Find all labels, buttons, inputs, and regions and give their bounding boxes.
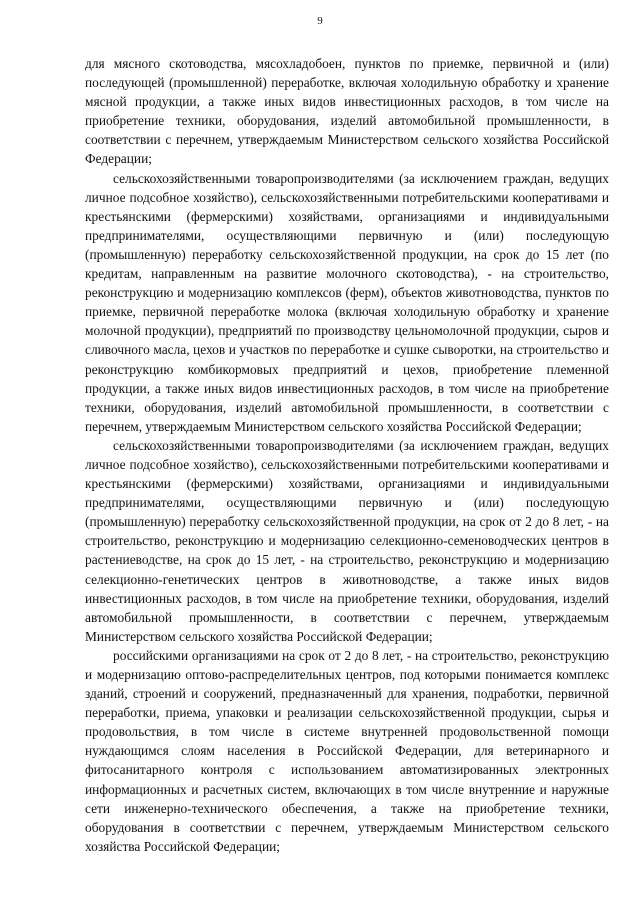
document-body xyxy=(85,54,609,856)
paragraph-distribution-centers: российскими организациями на срок от 2 до 8 лет, - на строительство, реконструкцию и модернизацию оптово-распределительных центров, под которыми понимается комплекс зданий, строений и сооружений, предназначенный для хранения, подработки, первичной переработки, приема, упаковки и реализации сельскохозяйственной продукции, сырья и продовольствия, в том числе в системе внутренней продовольственной помощи нуждающимся слоям населения в Российской Федерации, для ветеринарного и фитосанитарного контроля с использованием автоматизированных электронных информационных и расчетных систем, включающих в том числе внутренние и наружные сети инженерно-технического обеспечения, а также на приобретение техники, оборудования в соответствии с перечнем, утверждаемым Министерством сельского хозяйства Российской Федерации; xyxy=(85,647,609,854)
paragraph-breeding-centers: сельскохозяйственными товаропроизводителями (за исключением граждан, ведущих личное подсобное хозяйство), сельскохозяйственными потребительскими кооперативами и крестьянскими (фермерскими) хозяйствами, организациями и индивидуальными предпринимателями, осуществляющими первичную и (или) последующую (промышленную) переработку сельскохозяйственной продукции, на срок от 2 до 8 лет, - на строительство, реконструкцию и модернизацию селекционно-семеноводческих центров в растениеводстве, на срок до 15 лет, - на строительство, реконструкцию и модернизацию селекционно-генетических центров в животноводстве, а также иных видов инвестиционных расходов, в том числе на приобретение техники, оборудования, изделий автомобильной промышленности, в соответствии с перечнем, утверждаемым Министерством сельского хозяйства Российской Федерации; xyxy=(85,437,609,644)
paragraph-continued: для мясного скотоводства, мясохладобоен, пунктов по приемке, первичной и (или) последующей (промышленной) переработке, включая холодильную обработку и хранение мясной продукции, а также иных видов инвестиционных расходов, в том числе на приобретение техники, оборудования, изделий автомобильной промышленности, в соответствии с перечнем, утверждаемым Министерством сельского хозяйства Российской Федерации; xyxy=(85,56,609,167)
paragraph-dairy-farming: сельскохозяйственными товаропроизводителями (за исключением граждан, ведущих личное подсобное хозяйство), сельскохозяйственными потребительскими кооперативами и крестьянскими (фермерскими) хозяйствами, организациями и индивидуальными предпринимателями, осуществляющими первичную и (или) последующую (промышленную) переработку сельскохозяйственной продукции, на срок до 15 лет (по кредитам, направленным на развитие молочного скотоводства), - на строительство, реконструкцию и модернизацию комплексов (ферм), объектов животноводства, пунктов по приемке, первичной переработке молока (включая холодильную обработку и хранение молочной продукции), предприятий по производству цельномолочной продукции, сыров и сливочного масла, цехов и участков по переработке и сушке сыворотки, на строительство и реконструкцию комбикормовых предприятий и цехов, приобретение племенной продукции, а также иных видов инвестиционных расходов, в том числе на приобретение техники, оборудования, изделий автомобильной промышленности, в соответствии с перечнем, утверждаемым Министерством сельского хозяйства Российской Федерации; xyxy=(85,170,609,434)
page-number: 9 xyxy=(317,15,323,27)
